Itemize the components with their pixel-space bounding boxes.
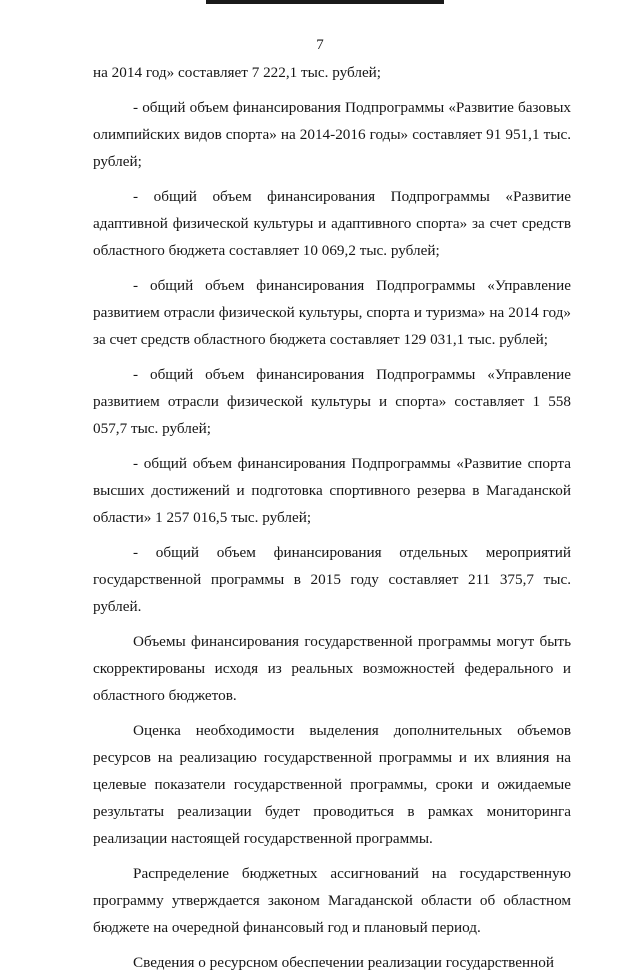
paragraph-high-performance-sports-funding: - общий объем финансирования Подпрограммы «Развитие спорта высших достижений и подготовка спортивного резерва в Магаданской области» 1 257 016,5 тыс. рублей; <box>93 455 571 526</box>
paragraph-budget-allocation: Распределение бюджетных ассигнований на государственную программу утверждается законом Магаданской области об областном бюджете на очередной финансовый год и плановый период. <box>93 865 571 936</box>
paragraph-olympic-sports-funding: - общий объем финансирования Подпрограммы «Развитие базовых олимпийских видов спорта» на 2014-2016 годы» составляет 91 951,1 тыс. рублей; <box>93 99 571 170</box>
document-body <box>93 59 571 976</box>
paragraph-continuation: на 2014 год» составляет 7 222,1 тыс. рублей; <box>93 64 382 81</box>
paragraph-adaptive-sports-funding: - общий объем финансирования Подпрограммы «Развитие адаптивной физической культуры и адаптивного спорта» за счет средств областного бюджета составляет 10 069,2 тыс. рублей; <box>93 188 571 259</box>
paragraph-sports-tourism-management-funding: - общий объем финансирования Подпрограммы «Управление развитием отрасли физической культуры, спорта и туризма» на 2014 год» за счет средств областного бюджета составляет 129 031,1 тыс. рублей; <box>93 277 571 348</box>
paragraph-separate-measures-funding: - общий объем финансирования отдельных мероприятий государственной программы в 2015 году составляет 211 375,7 тыс. рублей. <box>93 544 571 615</box>
paragraph-resource-provision-info: Сведения о ресурсном обеспечении реализации государственной <box>133 954 554 971</box>
top-edge-rule <box>206 0 444 4</box>
paragraph-sports-management-funding: - общий объем финансирования Подпрограммы «Управление развитием отрасли физической культуры и спорта» составляет 1 558 057,7 тыс. рублей; <box>93 366 571 437</box>
page-number: 7 <box>316 37 324 53</box>
paragraph-additional-resources-assessment: Оценка необходимости выделения дополнительных объемов ресурсов на реализацию государственной программы и их влияния на целевые показатели государственной программы, сроки и ожидаемые результаты реализации будет проводиться в рамках мониторинга реализации настоящей государственной программы. <box>93 722 571 847</box>
paragraph-funding-adjustment: Объемы финансирования государственной программы могут быть скорректированы исходя из реальных возможностей федерального и областного бюджетов. <box>93 633 571 704</box>
